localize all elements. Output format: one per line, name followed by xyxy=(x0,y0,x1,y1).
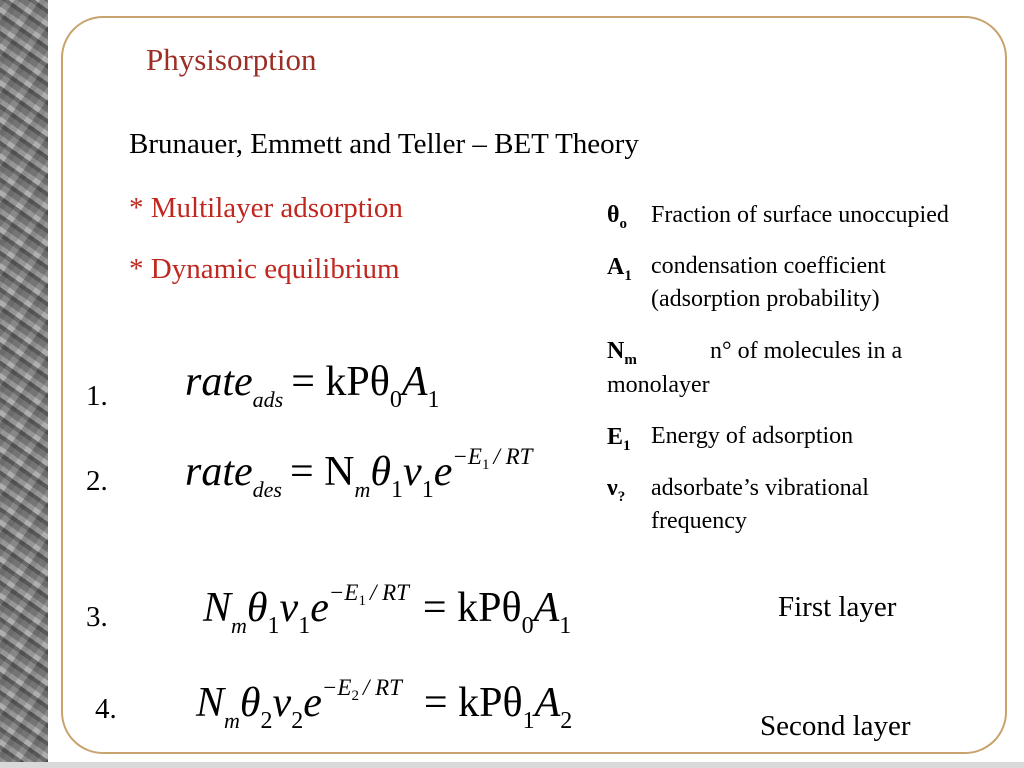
legend-theta0-symbol: $\theta_o$ xyxy=(607,202,628,232)
legend-a1-line2: (adsorption probability) xyxy=(651,286,880,312)
svg-text:rateads= kPθ0A1: rate$_{ads}$ = $kP\theta_0A_1$ xyxy=(185,359,440,413)
legend-a1-line1: condensation coefficient xyxy=(651,253,886,279)
legend-nm-line2: monolayer xyxy=(607,372,710,398)
equation-2-rate-des xyxy=(185,435,585,505)
legend-a1-text xyxy=(651,250,886,316)
legend-a1-symbol: $A_1$ xyxy=(607,254,632,284)
legend-e1-text: Energy of adsorption xyxy=(651,423,854,449)
label-second-layer: Second layer xyxy=(760,710,911,742)
label-first-layer: First layer xyxy=(778,591,897,623)
equation-3-first-layer xyxy=(203,575,633,645)
legend-e1-symbol: $E_1$ xyxy=(607,424,631,454)
legend-nu-line1: adsorbate’s vibrational xyxy=(651,475,869,501)
legend-nm-symbol: $N_m$ xyxy=(607,338,637,368)
equation-number-3: 3. xyxy=(86,601,108,633)
slide-subtitle: Brunauer, Emmett and Teller – BET Theory xyxy=(129,128,639,160)
slide-title: Physisorption xyxy=(146,42,317,77)
equation-1-rate-ads xyxy=(185,352,505,422)
decorative-side-strip xyxy=(0,0,48,768)
equation-4-second-layer xyxy=(196,670,636,745)
bullet-multilayer: * Multilayer adsorption xyxy=(129,192,403,224)
svg-text:Nmθ2ν2e−E2/ RT= kPθ1A2: $N_m\theta_2\nu_2e^{-E}2$ / RT = $kP\theta_1A_2$ xyxy=(196,675,573,734)
bottom-strip xyxy=(0,762,1024,768)
legend-nu-symbol: $\nu_?$ xyxy=(607,475,626,505)
legend-nu-line2: frequency xyxy=(651,508,747,534)
svg-text:ratedes= Nmθ1ν1e−E1/ RT: rate$_{des}$ = $N_m\theta_1\nu_1e^{-E}1$ / RT xyxy=(185,444,533,503)
legend-theta0-text: Fraction of surface unoccupied xyxy=(651,202,949,228)
equation-number-1: 1. xyxy=(86,380,108,412)
legend-nu-text xyxy=(651,472,869,538)
equation-number-2: 2. xyxy=(86,465,108,497)
equation-number-4: 4. xyxy=(95,693,117,725)
legend-nm-line1: n° of molecules in a xyxy=(710,338,903,364)
bullet-dynamic-equilibrium: * Dynamic equilibrium xyxy=(129,253,400,285)
svg-text:Nmθ1ν1e−E1/ RT= kPθ0A1: $N_m\theta_1\nu_1e^{-E}1$ / RT = $kP\theta_0A_1$ xyxy=(203,580,572,639)
